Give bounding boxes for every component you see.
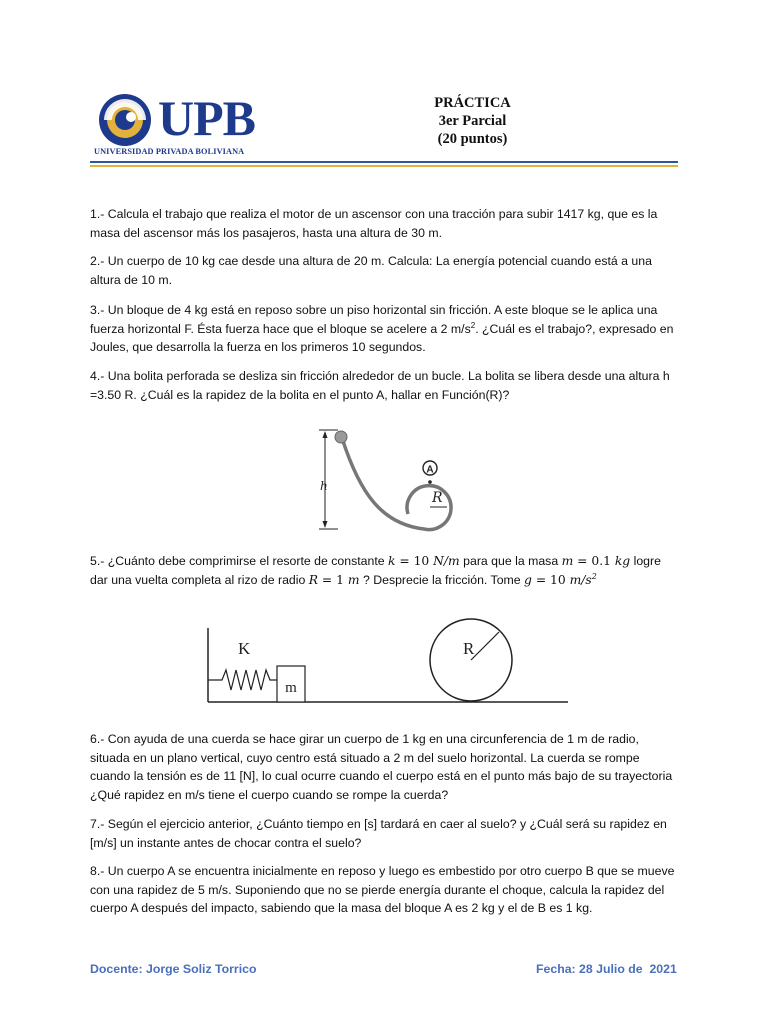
q5-m-eq: = 0.1 (573, 554, 615, 568)
footer-fecha: Fecha: 28 Julio de 2021 (536, 962, 677, 976)
document-title: PRÁCTICA (434, 95, 511, 111)
q5-g-expression (524, 573, 597, 587)
logo-subtitle: UNIVERSIDAD PRIVADA BOLIVIANA (94, 147, 245, 156)
loop-track (342, 438, 451, 530)
header-rule-gold (90, 165, 678, 167)
question-3-text-b: . ¿Cuál es el trabajo?, expresado en Joules, que desarrolla la fuerza en los primeros 10 segundos. (90, 321, 674, 354)
question-3-text-a: 3.- Un bloque de 4 kg está en reposo sobre un piso horizontal sin fricción. A este bloque se le aplica una fuerza horizontal F. Ésta fuerza hace que el bloque se acelere a 2 m/s (90, 303, 658, 336)
q5-g-exponent: 2 (591, 571, 597, 581)
document-subtitle: 3er Parcial (438, 113, 507, 129)
point-a-label: A (426, 464, 434, 476)
q5-m-unit: kg (614, 554, 631, 568)
logo-emblem-icon (99, 94, 151, 146)
question-4: 4.- Una bolita perforada se desliza sin fricción alrededor de un bucle. La bolita se libera desde una altura h =3.50 R. ¿Cuál es la rapidez de la bolita en el punto A, hallar en Función(R)? (90, 369, 670, 402)
q5-text-3: logre dar una vuelta completa al rizo de radio (90, 554, 661, 587)
question-3 (90, 301, 678, 357)
q5-k-unit: N/m (433, 554, 460, 568)
footer-docente: Docente: Jorge Soliz Torrico (90, 962, 257, 976)
q5-text-2: para que la masa (459, 554, 562, 568)
q5-text-1: 5.- ¿Cuánto debe comprimirse el resorte de constante (90, 554, 389, 568)
q5-k-var: k (388, 554, 396, 568)
q5-k-eq: = 10 (395, 554, 434, 568)
question-1: 1.- Calcula el trabajo que realiza el motor de un ascensor con una tracción para subir 1417 kg, que es la masa del ascensor más los pasajeros, hasta una altura de 30 m. (90, 207, 658, 240)
q5-m-expression (562, 554, 631, 568)
q5-m-var: m (561, 554, 574, 568)
height-arrow-down (323, 521, 328, 528)
spring-label: K (238, 639, 251, 658)
loop-radius-label: R (463, 639, 475, 658)
question-8: 8.- Un cuerpo A se encuentra inicialmente en reposo y luego es embestido por otro cuerpo B que se mueve con una rapidez de 5 m/s. Suponiendo que no se pierde energía durante el choque, calcula la rapidez del cuerpo A después del impacto, sabiendo que la masa del bloque A es 2 kg y el de B es 1 kg. (90, 864, 675, 915)
loop-radius-line (471, 632, 499, 660)
bead-icon (335, 431, 347, 443)
question-7: 7.- Según el ejercicio anterior, ¿Cuánto tiempo en [s] tardará en caer al suelo? y ¿Cuál será su rapidez en [m/s] un instante antes de chocar contra el suelo? (90, 817, 667, 850)
q5-r-unit: m (347, 572, 360, 587)
radius-label: R (432, 490, 443, 506)
question-5 (90, 552, 678, 589)
q5-text-4: ? Desprecie la fricción. Tome (359, 572, 525, 587)
logo-text: UPB (158, 90, 255, 146)
document-title-block (385, 94, 560, 148)
height-label: h (320, 479, 328, 493)
point-a-dot (428, 480, 432, 484)
q5-r-var: R (308, 572, 319, 587)
spring-icon (208, 670, 277, 690)
q5-g-var: g (524, 572, 532, 587)
spring-loop-figure (200, 610, 570, 706)
document-points: (20 puntos) (437, 131, 508, 147)
mass-label: m (285, 680, 297, 696)
q5-k-expression (388, 554, 460, 568)
q5-g-unit: m/s (569, 572, 592, 587)
question-6: 6.- Con ayuda de una cuerda se hace girar un cuerpo de 1 kg en una circunferencia de 1 m de radio, situada en un plano vertical, cuyo centro está situado a 2 m del suelo horizontal. La cuerda se rompe cuando la tensión es de 11 [N], lo cual ocurre cuando el cuerpo está en el punto más bajo de su trayectoria ¿Qué rapidez en m/s tiene el cuerpo cuando se rompe la cuerda? (90, 732, 673, 802)
height-arrow-up (323, 431, 328, 438)
q5-r-eq: = 1 (318, 572, 348, 587)
loop-figure (312, 424, 472, 536)
header-rule-blue (90, 161, 678, 163)
q5-g-eq: = 10 (531, 572, 570, 587)
question-2: 2.- Un cuerpo de 10 kg cae desde una altura de 20 m. Calcula: La energía potencial cuando está a una altura de 10 m. (90, 254, 652, 287)
question-3-exponent: 2 (470, 320, 476, 330)
q5-r-expression (309, 573, 360, 587)
